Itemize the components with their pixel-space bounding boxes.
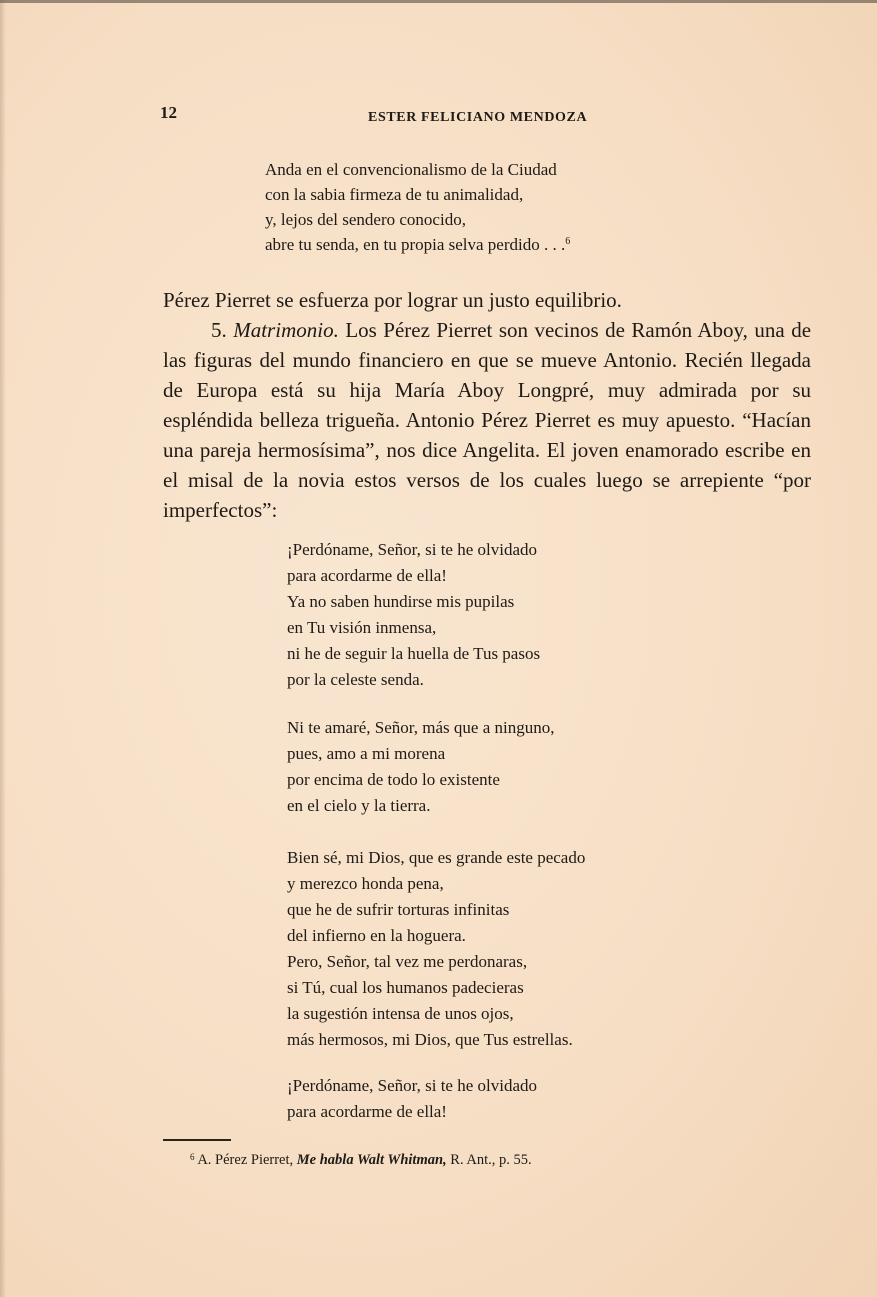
- footnote-title: Me habla Walt Whitman,: [296, 1152, 447, 1168]
- verse-line: para acordarme de ella!: [287, 1102, 447, 1121]
- poem-line-text: abre tu senda, en tu propia selva perdido . . .: [265, 235, 566, 254]
- section-number: 5.: [211, 318, 227, 342]
- verse-line: la sugestión intensa de unos ojos,: [287, 1004, 514, 1023]
- poem-line: y, lejos del sendero conocido,: [265, 210, 466, 229]
- verse-line: Ya no saben hundirse mis pupilas: [287, 592, 515, 611]
- page-top-edge: [0, 0, 877, 3]
- paragraph: Pérez Pierret se esfuerza por lograr un justo equilibrio.: [163, 288, 622, 312]
- verse-stanza-4: [287, 1073, 537, 1125]
- section-title: Matrimonio.: [233, 318, 339, 342]
- verse-line: pues, amo a mi morena: [287, 744, 446, 763]
- verse-line: en Tu visión inmensa,: [287, 618, 437, 637]
- running-head: ESTER FELICIANO MENDOZA: [368, 110, 588, 125]
- body-text: [163, 285, 811, 525]
- verse-line: por la celeste senda.: [287, 670, 424, 689]
- verse-stanza-3: [287, 845, 585, 1053]
- verse-line: y merezco honda pena,: [287, 874, 444, 893]
- verse-stanza-2: [287, 715, 554, 819]
- verse-line: si Tú, cual los humanos padecieras: [287, 978, 524, 997]
- poem-line: con la sabia firmeza de tu animalidad,: [265, 185, 524, 204]
- footnote-reference: 6: [565, 236, 571, 247]
- footnote-author: A. Pérez Pierret,: [197, 1152, 294, 1168]
- verse-line: Bien sé, mi Dios, que es grande este pecado: [287, 848, 586, 867]
- verse-line: Ni te amaré, Señor, más que a ninguno,: [287, 718, 555, 737]
- footnote-source: R. Ant., p. 55.: [450, 1152, 532, 1168]
- verse-line: para acordarme de ella!: [287, 566, 447, 585]
- verse-line: ¡Perdóname, Señor, si te he olvidado: [287, 1076, 538, 1095]
- verse-line: por encima de todo lo existente: [287, 770, 500, 789]
- verse-line: del infierno en la hoguera.: [287, 926, 466, 945]
- footnote: [190, 1152, 532, 1169]
- verse-stanza-1: [287, 537, 540, 693]
- verse-line: en el cielo y la tierra.: [287, 796, 431, 815]
- page-number: 12: [160, 103, 177, 122]
- verse-line: ni he de seguir la huella de Tus pasos: [287, 644, 541, 663]
- footnote-divider: [163, 1139, 231, 1141]
- poem-line: Anda en el convencionalismo de la Ciudad: [265, 160, 557, 179]
- paragraph-text: Los Pérez Pierret son vecinos de Ramón Aboy, una de las figuras del mundo financiero en que se mueve Antonio. Recién llegada de Europa está su hija María Aboy Longpré, muy admirada por su espléndida belleza trigueña. Antonio Pérez Pierret es muy apuesto. “Hacían una pareja hermosísima”, nos dice Angelita. El joven enamorado escribe en el misal de la novia estos versos de los cuales luego se arrepiente “por imperfectos”:: [163, 318, 812, 522]
- page-binding-shadow: [0, 0, 6, 1297]
- verse-line: que he de sufrir torturas infinitas: [287, 900, 510, 919]
- paragraph-matrimonio: [163, 315, 811, 525]
- quoted-poem: [265, 157, 570, 257]
- poem-line-last: [265, 232, 570, 257]
- footnote-marker: 6: [190, 1152, 195, 1162]
- verse-line: más hermosos, mi Dios, que Tus estrellas.: [287, 1030, 573, 1049]
- verse-line: Pero, Señor, tal vez me perdonaras,: [287, 952, 528, 971]
- verse-line: ¡Perdóname, Señor, si te he olvidado: [287, 540, 538, 559]
